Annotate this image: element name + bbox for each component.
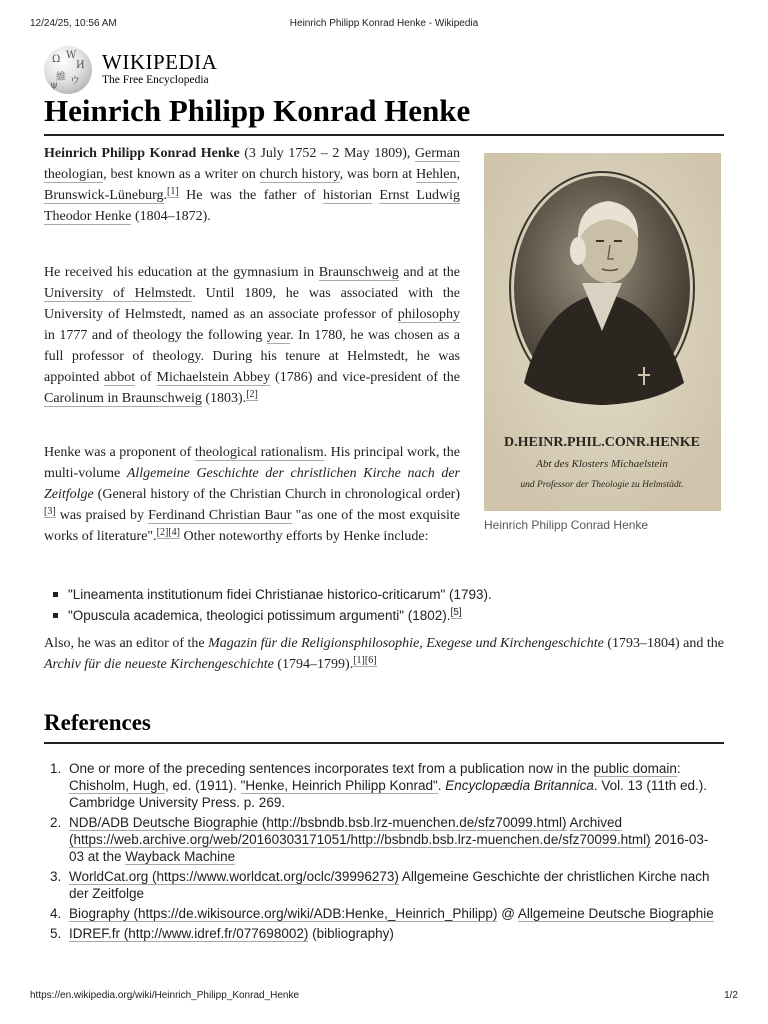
print-footer xyxy=(30,990,738,1004)
link-ernst-ludwig-theodor-henke[interactable]: Ernst Ludwig Theodor Henke xyxy=(44,188,460,224)
reference-item xyxy=(44,760,720,811)
wikipedia-tagline: The Free Encyclopedia xyxy=(102,74,209,86)
text: , xyxy=(456,167,460,182)
reference-item xyxy=(44,868,720,902)
citation-label[interactable]: [3] xyxy=(44,506,56,517)
link-michaelstein-abbey[interactable]: Michaelstein Abbey xyxy=(156,370,271,385)
link-ndb-adb[interactable]: NDB/ADB Deutsche Biographie (http://bsbndb.bsb.lrz-muenchen.de/sfz70099.html) xyxy=(69,815,567,830)
subject-name: Heinrich Philipp Konrad Henke xyxy=(44,146,240,161)
text: . Vol. 13 (11th ed.). Cambridge University Press. p. 269. xyxy=(69,778,707,810)
text: (General history of the Christian Church in chronological order) xyxy=(93,487,460,502)
text: (1786) and vice-president of the xyxy=(270,370,460,385)
references-heading: References xyxy=(44,708,724,744)
citation-3[interactable] xyxy=(44,506,56,518)
link-braunschweig[interactable]: Braunschweig xyxy=(318,265,399,280)
text: One or more of the preceding sentences incorporates text from a publication now in the xyxy=(69,761,594,776)
citation-6[interactable] xyxy=(365,655,377,667)
text: , ed. (1911). xyxy=(165,778,241,793)
text: . Until 1809, he was associated with the University of Helmstedt, named as an associate professor of xyxy=(44,286,461,322)
reference-number: 3. xyxy=(50,869,62,884)
citation-4[interactable] xyxy=(168,527,180,539)
lead-paragraph xyxy=(44,143,460,227)
bullet-icon xyxy=(53,592,58,597)
link-ferdinand-christian-baur[interactable]: Ferdinand Christian Baur xyxy=(148,508,292,523)
link-year[interactable]: year xyxy=(266,328,291,343)
text: in 1777 and of theology the following xyxy=(44,328,267,343)
works-paragraph xyxy=(44,442,460,547)
page-title: Heinrich Philipp Konrad Henke xyxy=(44,92,724,136)
list-item-text: "Lineamenta institutionum fidei Christianae historico-criticarum" (1793). xyxy=(68,587,492,602)
text: . His principal work, the multi-volume xyxy=(44,445,460,481)
link-german[interactable]: German xyxy=(414,146,461,161)
education-paragraph xyxy=(44,262,460,409)
text: , best known as a writer on xyxy=(103,167,260,182)
link-britannica-article[interactable]: "Henke, Heinrich Philipp Konrad" xyxy=(240,778,438,793)
portrait-svg xyxy=(484,153,721,511)
text: . xyxy=(437,778,446,793)
text: (1803). xyxy=(201,391,247,406)
citation-label[interactable]: [6] xyxy=(364,655,377,666)
reference-number: 4. xyxy=(50,906,62,921)
text: : xyxy=(676,761,681,776)
link-idref[interactable]: IDREF.fr (http://www.idref.fr/077698002) xyxy=(69,926,309,941)
link-philosophy[interactable]: philosophy xyxy=(397,307,460,322)
link-archived[interactable]: Archived (https://web.archive.org/web/20160303171051/http://bsbndb.bsb.lrz-muenchen.de/sfz70099.html) xyxy=(69,815,651,847)
reference-item xyxy=(44,925,720,942)
text: Henke was a proponent of xyxy=(44,445,195,460)
reference-number: 5. xyxy=(50,926,62,941)
text: (1804–1872). xyxy=(131,209,211,224)
print-tab-title: Heinrich Philipp Konrad Henke - Wikipedia xyxy=(289,18,479,29)
text: 2016-03-03 at the xyxy=(69,832,709,864)
print-page-number: 1/2 xyxy=(724,990,738,1001)
citation-label[interactable]: [2] xyxy=(156,527,169,538)
image-caption: Heinrich Philipp Conrad Henke xyxy=(484,518,649,532)
magazine-title: Magazin für die Religionsphilosophie, Exegese und Kirchengeschichte xyxy=(208,636,604,651)
reference-item xyxy=(44,905,720,922)
work-title: Allgemeine Geschichte der christlichen Kirche nach der Zeitfolge xyxy=(44,466,460,502)
link-wayback-machine[interactable]: Wayback Machine xyxy=(125,849,236,864)
engraving-line-3: und Professor der Theologie zu Helmstädt. xyxy=(520,480,684,490)
link-theologian[interactable]: theologian xyxy=(44,167,104,182)
link-abbot[interactable]: abbot xyxy=(104,370,136,385)
text: , was born at xyxy=(339,167,417,182)
citation-label[interactable]: [4] xyxy=(168,527,180,538)
text: @ xyxy=(497,906,518,921)
wikipedia-wordmark: WIKIPEDIA xyxy=(102,50,218,74)
citation-2[interactable] xyxy=(157,527,169,539)
reference-item xyxy=(44,814,720,865)
link-church-history[interactable]: church history xyxy=(259,167,340,182)
hair-curl xyxy=(570,237,586,265)
link-brunswick-luneburg[interactable]: Brunswick-Lüneburg xyxy=(44,188,164,203)
print-header xyxy=(30,18,738,32)
text: . In 1780, he was chosen as a full professor of theology. During his tenure at Helmstedt, he was appointed xyxy=(44,328,460,385)
citation-label[interactable]: [1] xyxy=(167,186,179,197)
text: (1794–1799). xyxy=(273,657,354,672)
link-biography[interactable]: Biography (https://de.wikisource.org/wiki/ADB:Henke,_Heinrich_Philipp) xyxy=(69,906,498,921)
britannica-title: Encyclopædia Britannica xyxy=(445,778,594,793)
bullet-icon xyxy=(53,613,58,618)
link-historian[interactable]: historian xyxy=(322,188,372,203)
citation-label[interactable]: [5] xyxy=(450,607,462,618)
text: and at the xyxy=(398,265,461,280)
link-theological-rationalism[interactable]: theological rationalism xyxy=(194,445,324,460)
infobox-image xyxy=(484,153,721,533)
link-allgemeine-deutsche-biographie[interactable]: Allgemeine Deutsche Biographie xyxy=(517,906,714,921)
text: He was the father of xyxy=(178,188,323,203)
text: He received his education at the gymnasium in xyxy=(44,265,319,280)
text: Also, he was an editor of the xyxy=(44,636,209,651)
references-list xyxy=(44,760,720,945)
citation-label[interactable]: [2] xyxy=(246,389,258,400)
reference-number: 2. xyxy=(50,815,62,830)
print-url: https://en.wikipedia.org/wiki/Heinrich_Philipp_Konrad_Henke xyxy=(30,990,300,1001)
wikipedia-globe-icon: Ω W И 維 ウ ψ xyxy=(44,46,92,94)
text: "as one of the most exquisite works of literature". xyxy=(44,508,461,544)
list-item-text: "Opuscula academica, theologici potissimum argumenti" (1802). xyxy=(68,608,451,623)
list-item xyxy=(50,584,720,605)
text: . xyxy=(163,188,167,203)
link-worldcat[interactable]: WorldCat.org (https://www.worldcat.org/oclc/39996273) xyxy=(69,869,399,884)
citation-1[interactable] xyxy=(167,186,179,198)
citation-5[interactable] xyxy=(451,607,462,619)
editor-paragraph xyxy=(44,633,724,675)
text: Other noteworthy efforts by Henke include: xyxy=(179,529,429,544)
reference-number: 1. xyxy=(50,761,62,776)
text: (1793–1804) and the xyxy=(603,636,724,651)
link-public-domain[interactable]: public domain xyxy=(593,761,677,776)
citation-label[interactable]: [1] xyxy=(353,655,365,666)
text: (3 July 1752 – 2 May 1809), xyxy=(239,146,415,161)
citation-2[interactable] xyxy=(246,389,258,401)
text: Allgemeine Geschichte der christlichen Kirche nach der Zeitfolge xyxy=(69,869,710,901)
text: was praised by xyxy=(55,508,149,523)
link-university-of-helmstedt[interactable]: University of Helmstedt xyxy=(44,286,193,301)
engraving-line-1: D.HEINR.PHIL.CONR.HENKE xyxy=(503,435,701,450)
citation-1[interactable] xyxy=(353,655,365,667)
engraving-line-2: Abt des Klosters Michaelstein xyxy=(536,458,668,470)
print-datetime: 12/24/25, 10:56 AM xyxy=(30,18,117,29)
link-hehlen[interactable]: Hehlen xyxy=(416,167,457,182)
link-chisholm[interactable]: Chisholm, Hugh xyxy=(69,778,166,793)
works-list xyxy=(50,584,720,626)
portrait-engraving[interactable] xyxy=(484,153,721,511)
text: (bibliography) xyxy=(308,926,394,941)
archive-title: Archiv für die neueste Kirchengeschichte xyxy=(44,657,274,672)
text: of xyxy=(135,370,157,385)
list-item xyxy=(50,605,720,626)
link-carolinum[interactable]: Carolinum in Braunschweig xyxy=(44,391,202,406)
